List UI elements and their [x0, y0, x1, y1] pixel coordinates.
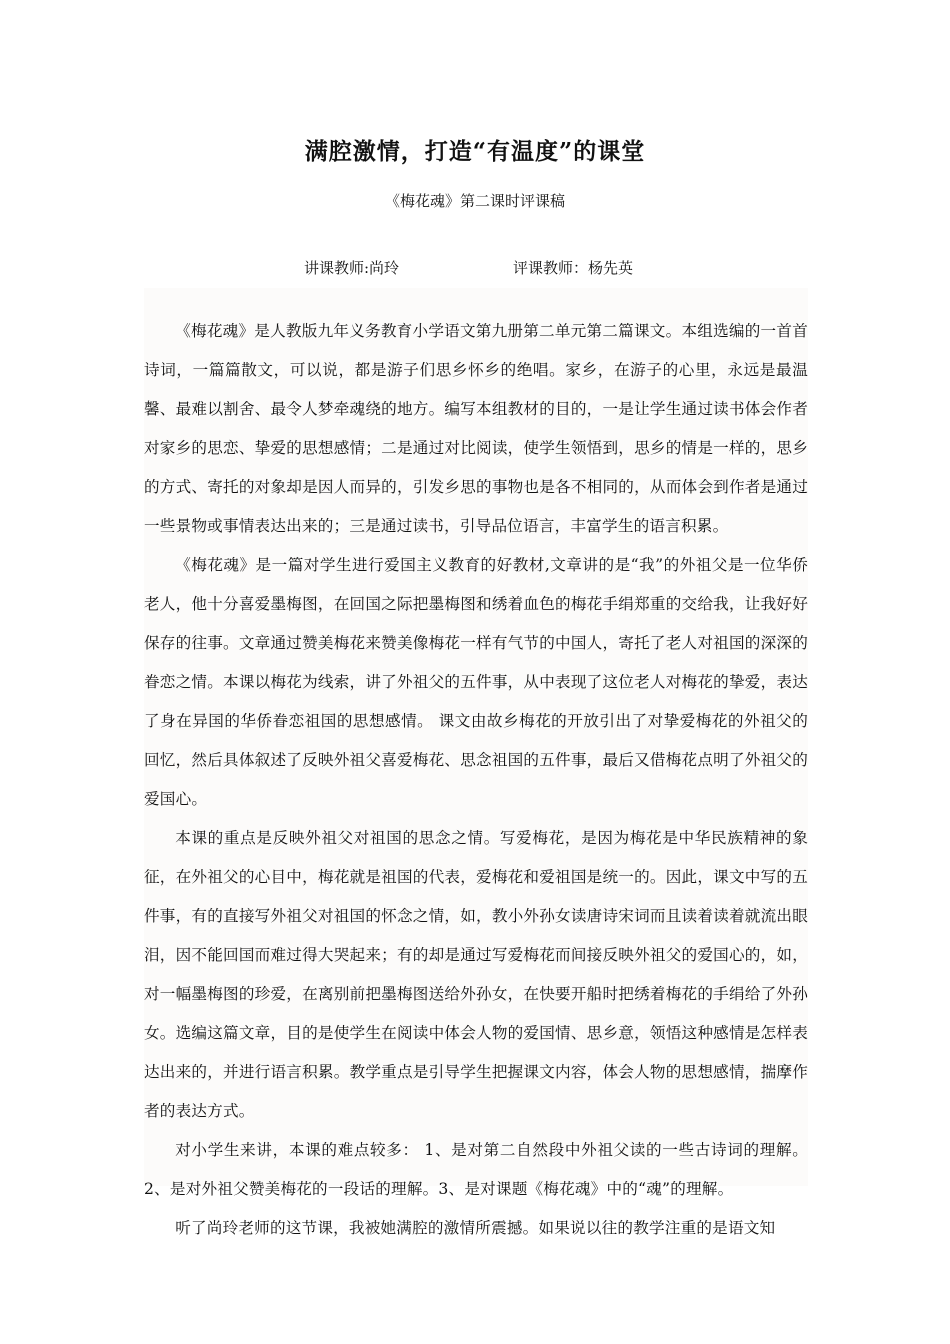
paragraph: 《梅花魂》是人教版九年义务教育小学语文第九册第二单元第二篇课文。本组选编的一首首诗词，一篇篇散文，可以说，都是游子们思乡怀乡的绝唱。家乡，在游子的心里，永远是最温馨、最难以割舍、最令人梦牵魂绕的地方。编写本组教材的目的，一是让学生通过读书体会作者对家乡的思恋、挚爱的思想感情；二是通过对比阅读，使学生领悟到，思乡的情是一样的，思乡的方式、寄托的对象却是因人而异的，引发乡思的事物也是各不相同的，从而体会到作者是通过一些景物或事情表达出来的；三是通过读书，引导品位语言，丰富学生的语言积累。	[144, 322, 808, 535]
paragraph: 本课的重点是反映外祖父对祖国的思念之情。写爱梅花，是因为梅花是中华民族精神的象征，在外祖父的心目中，梅花就是祖国的代表，爱梅花和爱祖国是统一的。因此，课文中写的五件事，有的直接写外祖父对祖国的怀念之情，如，教小外孙女读唐诗宋词而且读着读着就流出眼泪，因不能回国而难过得大哭起来；有的却是通过写爱梅花而间接反映外祖父的爱国心的，如，对一幅墨梅图的珍爱，在离别前把墨梅图送给外孙女，在快要开船时把绣着梅花的手绢给了外孙女。选编这篇文章，目的是使学生在阅读中体会人物的爱国情、思乡意，领悟这种感情是怎样表达出来的，并进行语言积累。教学重点是引导学生把握课文内容，体会人物的思想感情，揣摩作者的表达方式。	[144, 829, 808, 1120]
paragraph: 对小学生来讲，本课的难点较多： 1、是对第二自然段中外祖父读的一些古诗词的理解。2、是对外祖父赞美梅花的一段话的理解。3、是对课题《梅花魂》中的“魂”的理解。	[144, 1141, 808, 1198]
body-text	[144, 312, 808, 1237]
lecturer-label: 讲课教师:尚玲	[304, 259, 400, 277]
reviewer-label: 评课教师：杨先英	[513, 259, 634, 277]
document-title: 满腔激情，打造“有温度”的课堂	[304, 138, 646, 165]
document-subtitle: 《梅花魂》第二课时评课稿	[384, 192, 565, 210]
paragraph: 听了尚玲老师的这节课，我被她满腔的激情所震撼。如果说以往的教学注重的是语文知	[175, 1219, 776, 1237]
paragraph: 《梅花魂》是一篇对学生进行爱国主义教育的好教材,文章讲的是“我”的外祖父是一位华侨老人，他十分喜爱墨梅图，在回国之际把墨梅图和绣着血色的梅花手绢郑重的交给我，让我好好保存的往事。文章通过赞美梅花来赞美像梅花一样有气节的中国人，寄托了老人对祖国的深深的眷恋之情。本课以梅花为线索，讲了外祖父的五件事，从中表现了这位老人对梅花的挚爱，表达了身在异国的华侨眷恋祖国的思想感情。 课文由故乡梅花的开放引出了对挚爱梅花的外祖父的回忆，然后具体叙述了反映外祖父喜爱梅花、思念祖国的五件事，最后又借梅花点明了外祖父的爱国心。	[144, 556, 808, 808]
